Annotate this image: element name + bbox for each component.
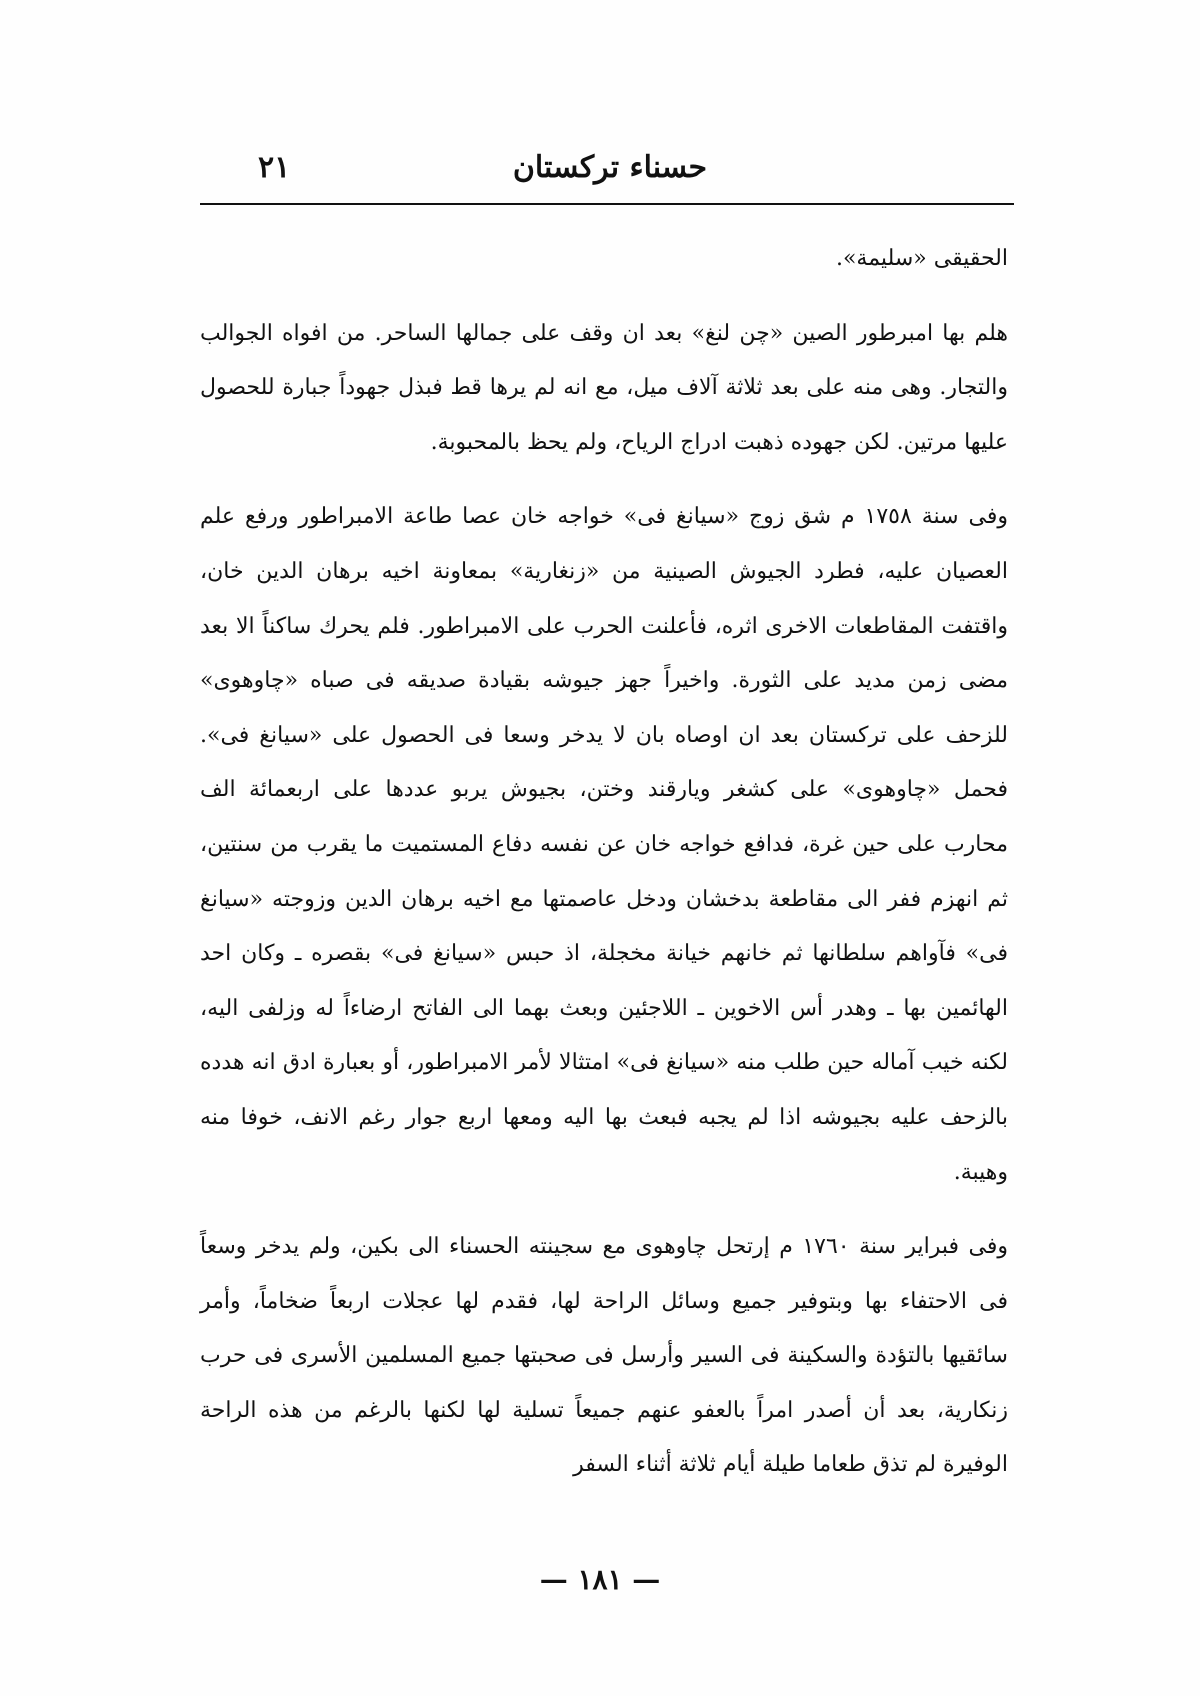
- paragraph-4: وفى فبراير سنة ١٧٦٠ م إرتحل چاوهوى مع سجينته الحسناء الى بكين، ولم يدخر وسعاً فى الاحتفاء بها وبتوفير جميع وسائل الراحة لها، فقدم لها عجلات اربعاً ضخاماً، وأمر سائقيها بالتؤدة والسكينة فى السير وأرسل فى صحبتها جميع المسلمين الأسرى فى حرب زنكارية، بعد أن أصدر امراً بالعفو عنهم جميعاً تسلية لها لكنها بالرغم من هذه الراحة الوفيرة لم تذق طعاما طيلة أيام ثلاثة أثناء السفر: [200, 1234, 1008, 1478]
- paragraph-2: هلم بها امبرطور الصين «چن لنغ» بعد ان وقف على جمالها الساحر. من افواه الجوالب والتجار. وهى منه على بعد ثلاثة آلاف ميل، مع انه لم يرها قط فبذل جهوداً جبارة للحصول عليها مرتين. لكن جهوده ذهبت ادراج الرياح، ولم يحظ بالمحبوبة.: [200, 320, 1008, 455]
- header-page-number: ٢١: [258, 150, 291, 185]
- body-text: [200, 232, 1008, 1493]
- paragraph-1: الحقيقى «سليمة».: [835, 246, 1008, 271]
- page-header: [208, 138, 1012, 198]
- footer-page-number: — ١٨١ —: [539, 1563, 661, 1596]
- header-divider: [200, 203, 1014, 205]
- paragraph-3: وفى سنة ١٧٥٨ م شق زوج «سيانغ فى» خواجه خان عصا طاعة الامبراطور ورفع علم العصيان عليه، فطرد الجيوش الصينية من «زنغارية» بمعاونة اخيه برهان الدين خان، واقتفت المقاطعات الاخرى اثره، فأعلنت الحرب على الامبراطور. فلم يحرك ساكناً الا بعد مضى زمن مديد على الثورة. واخيراً جهز جيوشه بقيادة صديقه فى صباه «چاوهوى» للزحف على تركستان بعد ان اوصاه بان لا يدخر وسعا فى الحصول على «سيانغ فى». فحمل «چاوهوى» على كشغر ويارقند وختن، بجيوش يربو عددها على اربعمائة الف محارب على حين غرة، فدافع خواجه خان عن نفسه دفاع المستميت ما يقرب من سنتين، ثم انهزم ففر الى مقاطعة بدخشان ودخل عاصمتها مع اخيه برهان الدين وزوجته «سيانغ فى» فآواهم سلطانها ثم خانهم خيانة مخجلة، اذ حبس «سيانغ فى» بقصره ـ وكان احد الهائمين بها ـ وهدر أس الاخوين ـ اللاجئين وبعث بهما الى الفاتح ارضاءاً له وزلفى اليه، لكنه خيب آماله حين طلب منه «سيانغ فى» امتثالا لأمر الامبراطور، أو بعبارة ادق انه هدده بالزحف عليه بجيوشه اذا لم يجبه فبعث بها اليه ومعها اربع جوار رغم الانف، خوفا منه وهيبة.: [200, 504, 1008, 1185]
- running-title: حسناء تركستان: [512, 150, 708, 185]
